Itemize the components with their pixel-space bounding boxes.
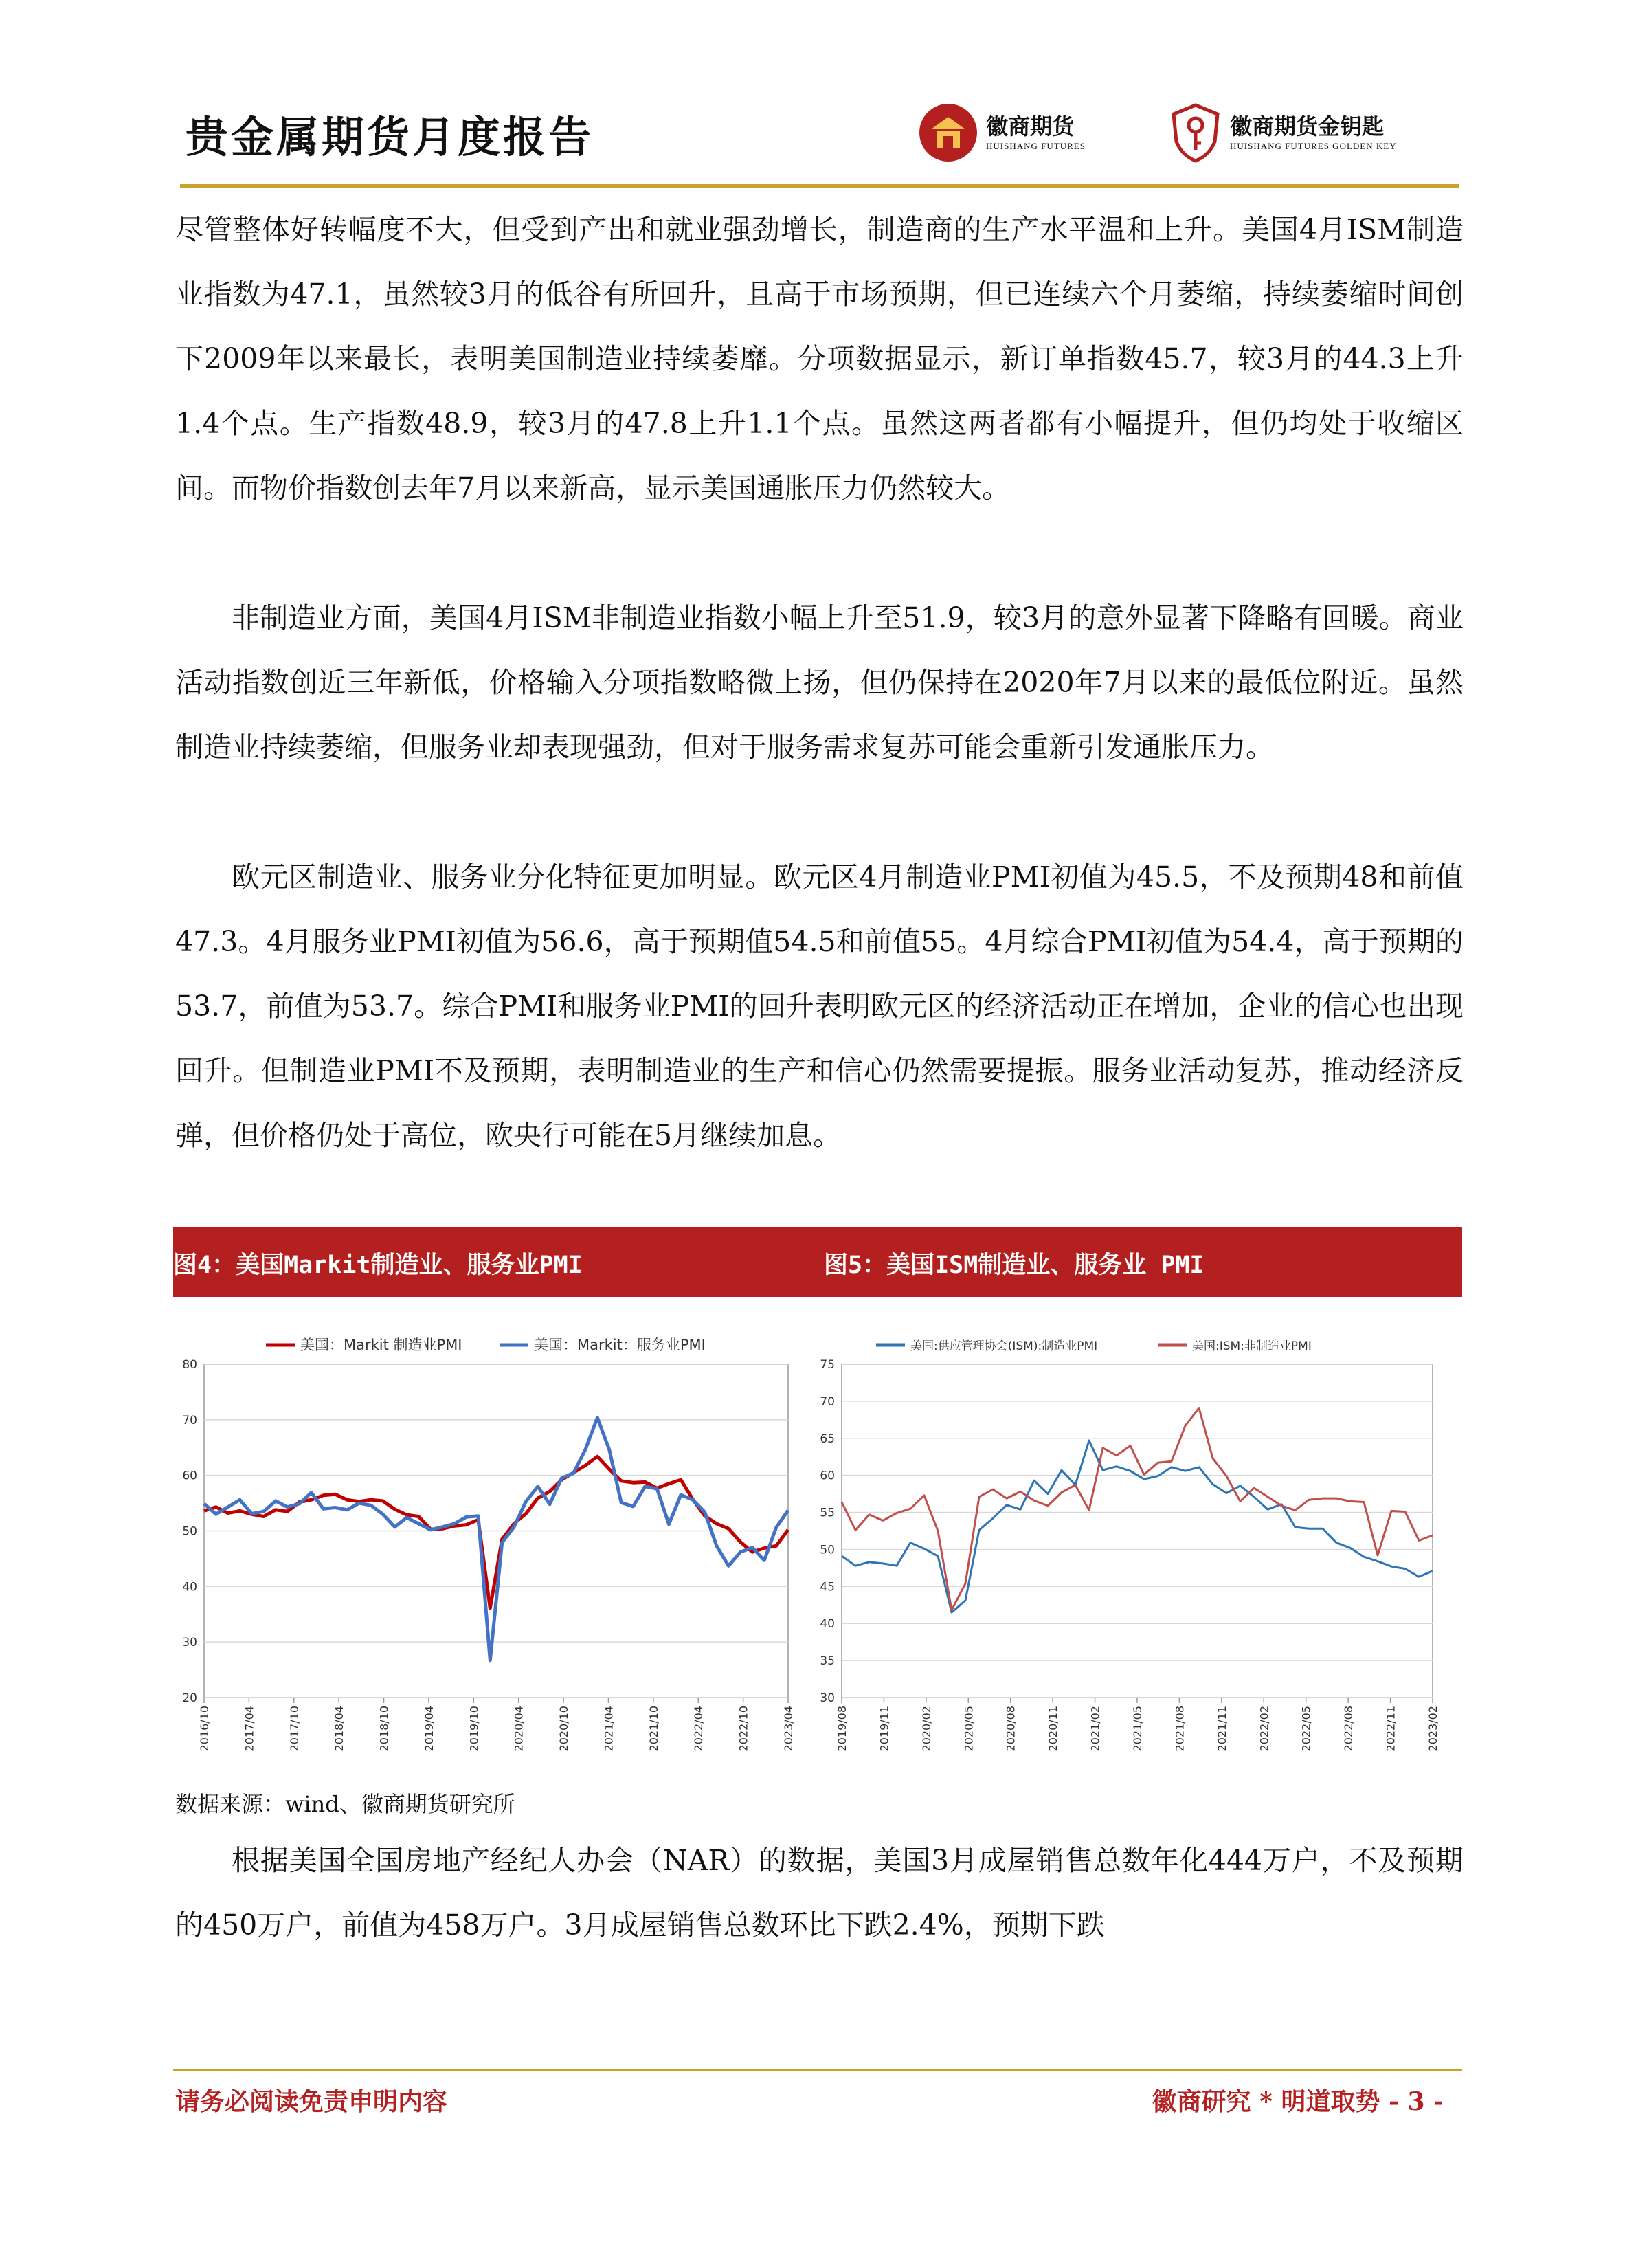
x-tick-label: 2020/02 (919, 1706, 933, 1752)
x-tick-label: 2021/10 (647, 1706, 660, 1752)
figure-4-chart (173, 1299, 805, 1773)
x-tick-label: 2022/11 (1384, 1706, 1398, 1752)
x-tick-label: 2020/10 (557, 1706, 571, 1752)
y-tick-label: 80 (182, 1358, 197, 1372)
markit-pmi-line-chart (173, 1299, 805, 1773)
y-tick-label: 55 (820, 1506, 835, 1520)
x-tick-label: 2022/05 (1299, 1706, 1313, 1752)
disclaimer-notice: 请务必阅读免责申明内容 (175, 2087, 448, 2116)
x-tick-label: 2021/02 (1088, 1706, 1102, 1752)
y-tick-label: 20 (182, 1691, 197, 1705)
logo2-name: 徽商期货金钥匙 (1230, 113, 1385, 140)
footer-rule (173, 2069, 1462, 2071)
y-tick-label: 40 (182, 1580, 197, 1594)
report-title: 贵金属期货月度报告 (186, 112, 594, 162)
y-tick-label: 40 (820, 1617, 835, 1632)
y-tick-label: 35 (820, 1654, 835, 1669)
x-tick-label: 2019/04 (422, 1706, 436, 1752)
x-tick-label: 2017/04 (243, 1706, 256, 1752)
x-tick-label: 2020/08 (1004, 1706, 1018, 1752)
y-tick-label: 30 (182, 1636, 197, 1650)
huishang-emblem-icon (917, 102, 979, 164)
x-tick-label: 2019/10 (467, 1706, 481, 1752)
legend-label: 美国:供应管理协会(ISM):制造业PMI (910, 1339, 1098, 1353)
legend-label: 美国：Markit 制造业PMI (300, 1337, 462, 1353)
y-tick-label: 50 (182, 1524, 197, 1539)
x-tick-label: 2020/05 (962, 1706, 976, 1752)
y-tick-label: 50 (820, 1543, 835, 1557)
legend-label: 美国：Markit：服务业PMI (534, 1337, 706, 1353)
x-tick-label: 2017/10 (287, 1706, 301, 1752)
figure-5-chart (811, 1299, 1464, 1773)
series-line-1 (204, 1418, 788, 1660)
x-tick-label: 2023/04 (782, 1706, 795, 1752)
x-tick-label: 2021/11 (1215, 1706, 1229, 1752)
logo1-sub: HUISHANG FUTURES (986, 141, 1086, 151)
paragraph-existing-home-sales: 根据美国全国房地产经纪人办会（NAR）的数据，美国3月成屋销售总数年化444万户，不及预期的450万户，前值为458万户。3月成屋销售总数环比下跌2.4%，预期下跌 (175, 1844, 1464, 1942)
x-tick-label: 2023/02 (1426, 1706, 1439, 1752)
x-tick-label: 2022/04 (692, 1706, 706, 1752)
paragraph-ism-manufacturing: 尽管整体好转幅度不大，但受到产出和就业强劲增长，制造商的生产水平温和上升。美国4月ISM制造业指数为47.1，虽然较3月的低谷有所回升，且高于市场预期，但已连续六个月萎缩，持续萎缩时间创下2009年以来最长，表明美国制造业持续萎靡。分项数据显示，新订单指数45.7，较3月的44.3上升1.4个点。生产指数48.9，较3月的47.8上升1.1个点。虽然这两者都有小幅提升，但仍均处于收缩区间。而物价指数创去年7月以来新高，显示美国通胀压力仍然较大。 (175, 213, 1464, 504)
paragraph-ism-nonmanufacturing: 非制造业方面，美国4月ISM非制造业指数小幅上升至51.9，较3月的意外显著下降略有回暖。商业活动指数创近三年新低，价格输入分项指数略微上扬，但仍保持在2020年7月以来的最低位附近。虽然制造业持续萎缩，但服务业却表现强劲，但对于服务需求复苏可能会重新引发通胀压力。 (175, 601, 1464, 764)
x-tick-label: 2016/10 (198, 1706, 211, 1752)
y-tick-label: 45 (820, 1580, 835, 1594)
x-tick-label: 2022/08 (1342, 1706, 1356, 1752)
y-tick-label: 30 (820, 1691, 835, 1705)
x-tick-label: 2020/11 (1046, 1706, 1060, 1752)
golden-key-logo (1168, 102, 1397, 164)
x-tick-label: 2019/08 (836, 1706, 849, 1752)
x-tick-label: 2020/04 (512, 1706, 526, 1752)
logo1-name: 徽商期货 (986, 113, 1075, 140)
x-tick-label: 2021/04 (602, 1706, 616, 1752)
x-tick-label: 2018/10 (377, 1706, 391, 1752)
figure-5-title: 图5：美国ISM制造业、服务业 PMI (824, 1252, 1204, 1279)
y-tick-label: 70 (820, 1394, 835, 1409)
ism-pmi-line-chart (811, 1299, 1464, 1773)
legend-label: 美国:ISM:非制造业PMI (1192, 1339, 1312, 1353)
y-tick-label: 65 (820, 1432, 835, 1446)
x-tick-label: 2021/05 (1131, 1706, 1144, 1752)
golden-key-shield-icon (1168, 102, 1223, 164)
plot-frame (842, 1364, 1433, 1698)
data-source: 数据来源：wind、徽商期货研究所 (175, 1791, 515, 1817)
y-tick-label: 75 (820, 1358, 835, 1372)
header-rule (180, 184, 1459, 188)
figure-4-title: 图4：美国Markit制造业、服务业PMI (173, 1252, 583, 1279)
x-tick-label: 2019/11 (877, 1706, 891, 1752)
logo2-sub: HUISHANG FUTURES GOLDEN KEY (1230, 141, 1397, 151)
y-tick-label: 70 (182, 1413, 197, 1427)
footer-slogan-page-number: 徽商研究 * 明道取势 - 3 - (1152, 2087, 1444, 2116)
x-tick-label: 2022/10 (737, 1706, 750, 1752)
x-tick-label: 2021/08 (1173, 1706, 1187, 1752)
y-tick-label: 60 (820, 1469, 835, 1483)
x-tick-label: 2022/02 (1257, 1706, 1271, 1752)
paragraph-eurozone-pmi: 欧元区制造业、服务业分化特征更加明显。欧元区4月制造业PMI初值为45.5，不及预期48和前值47.3。4月服务业PMI初值为56.6，高于预期值54.5和前值55。4月综合PMI初值为54.4，高于预期的53.7，前值为53.7。综合PMI和服务业PMI的回升表明欧元区的经济活动正在增加，企业的信心也出现回升。但制造业PMI不及预期，表明制造业的生产和信心仍然需要提振。服务业活动复苏，推动经济反弹，但价格仍处于高位，欧央行可能在5月继续加息。 (175, 860, 1464, 1152)
figure-title-bar (173, 1227, 1462, 1297)
x-tick-label: 2018/04 (333, 1706, 346, 1752)
huishang-futures-logo (917, 102, 1086, 164)
y-tick-label: 60 (182, 1469, 197, 1483)
